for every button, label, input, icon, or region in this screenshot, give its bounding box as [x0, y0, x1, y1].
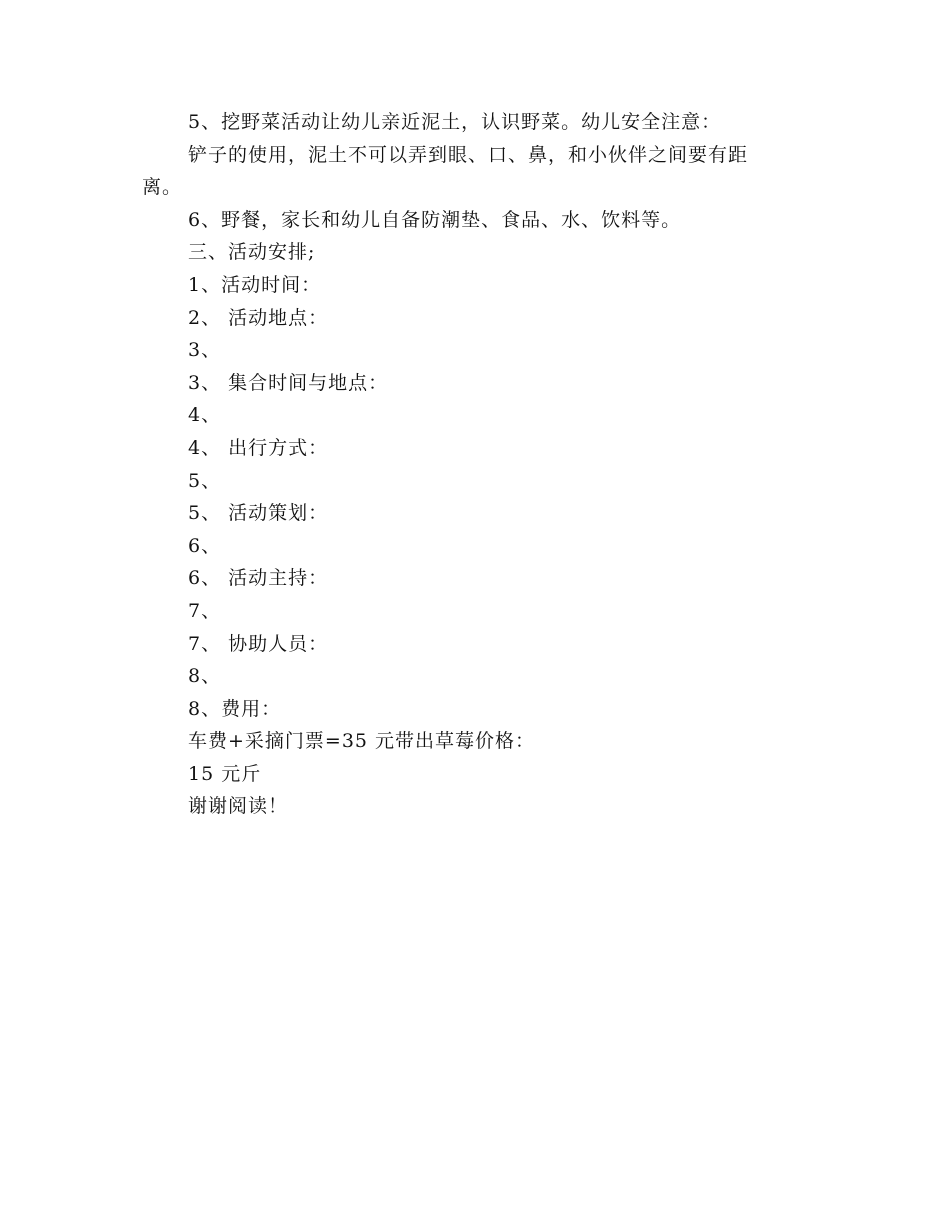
list-item: 4、 出行方式： [188, 436, 329, 459]
list-item: 2、 活动地点： [188, 306, 329, 329]
list-item: 5、 [188, 469, 222, 492]
list-item: 7、 协助人员： [188, 632, 329, 655]
list-item: 8、 [188, 665, 222, 688]
list-item: 6、 [188, 534, 222, 557]
list-item: 5、 活动策划： [188, 502, 329, 525]
list-item: 8、费用： [188, 697, 282, 720]
paragraph-line: 车费+采摘门票=35 元带出草莓价格： [188, 730, 536, 753]
list-item: 4、 [188, 404, 222, 427]
list-item: 1、活动时间： [188, 273, 322, 296]
paragraph-line: 铲子的使用，泥土不可以弄到眼、口、鼻，和小伙伴之间要有距 [188, 143, 749, 166]
document-body [142, 106, 812, 823]
paragraph-line: 5、挖野菜活动让幼儿亲近泥土，认识野菜。幼儿安全注意： [188, 111, 722, 133]
paragraph-line: 离。 [142, 176, 183, 199]
paragraph-line: 6、野餐，家长和幼儿自备防潮垫、食品、水、饮料等。 [188, 208, 682, 231]
paragraph-line: 15 元斤 [188, 762, 262, 785]
list-item: 3、 [188, 339, 222, 362]
closing-text: 谢谢阅读！ [188, 795, 289, 818]
list-item: 6、 活动主持： [188, 567, 329, 590]
list-item: 7、 [188, 599, 222, 622]
section-heading: 三、活动安排; [188, 241, 316, 264]
list-item: 3、 集合时间与地点： [188, 371, 389, 394]
